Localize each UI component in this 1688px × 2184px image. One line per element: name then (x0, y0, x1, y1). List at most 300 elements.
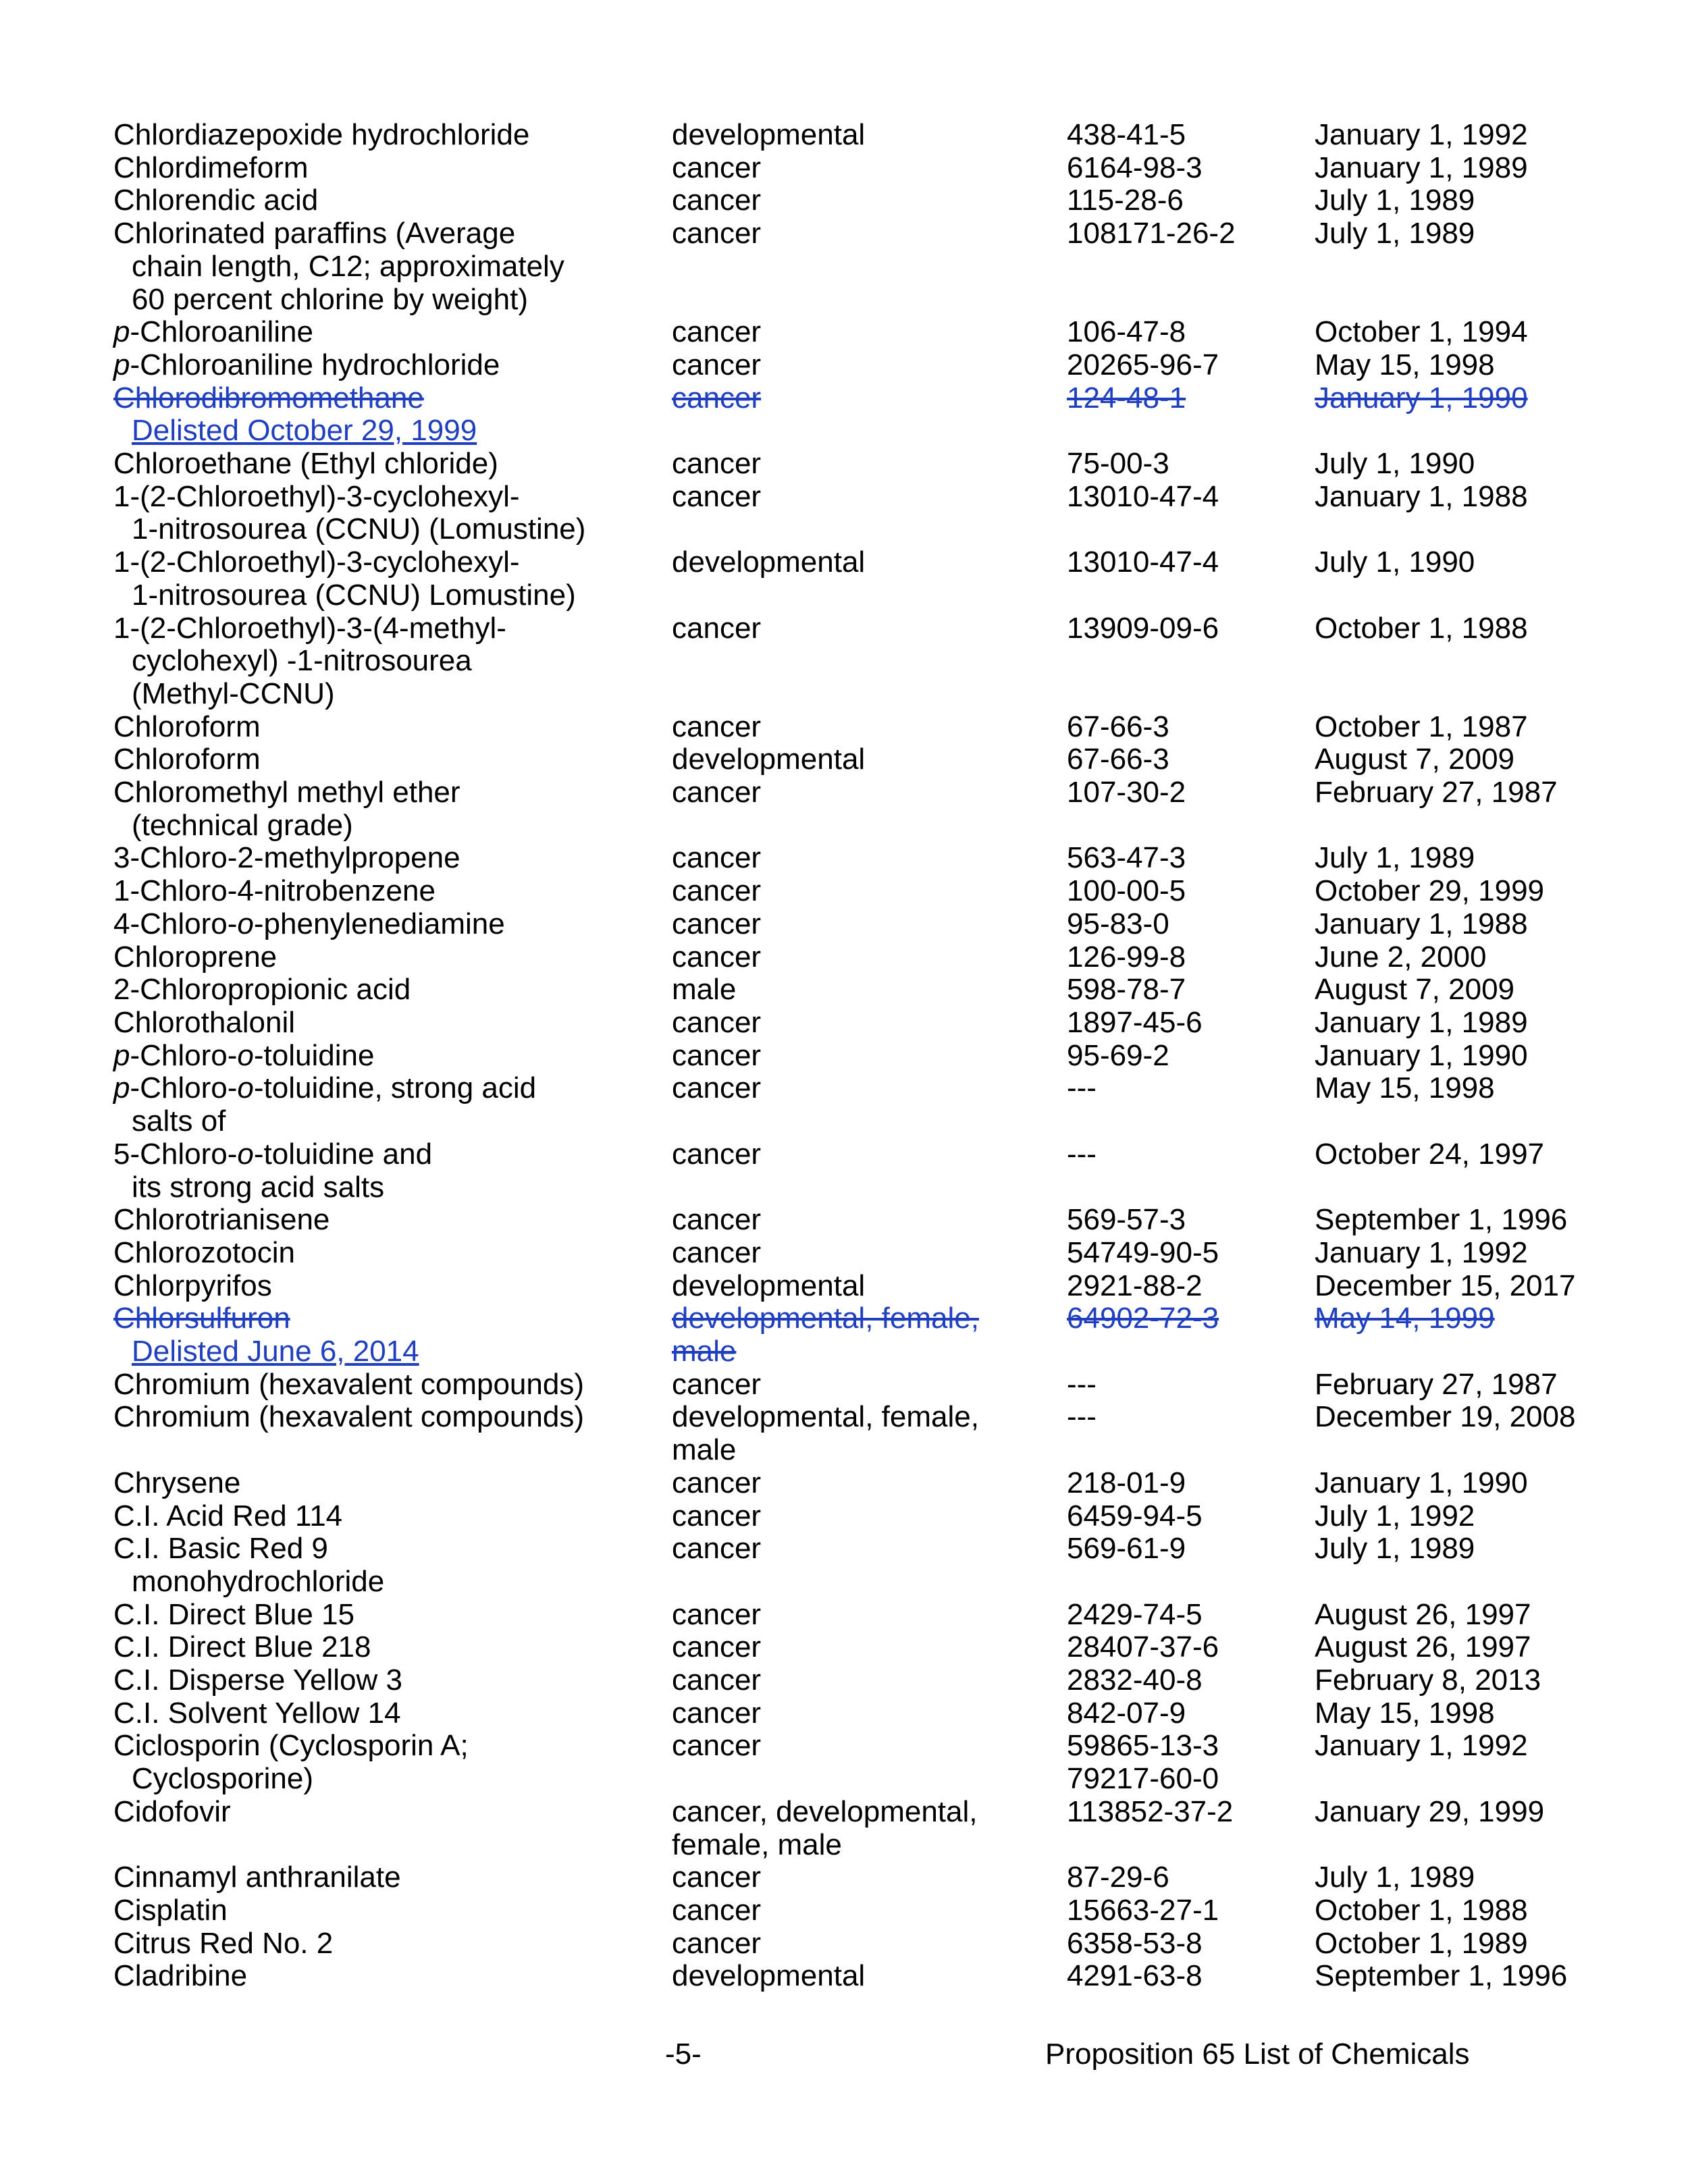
chemical-name (113, 1796, 672, 1861)
toxicity-type (672, 974, 1067, 1007)
listing-date-text: August 7, 2009 (1315, 743, 1515, 776)
chemical-name-line: Chloroform (113, 743, 261, 776)
table-row (113, 1861, 1626, 1894)
listing-date-text: October 1, 1989 (1315, 1926, 1528, 1960)
chemical-name (113, 316, 672, 349)
toxicity-type (672, 1894, 1067, 1927)
toxicity-type-line: cancer (672, 1071, 762, 1105)
chemical-name-line: Ciclosporin (Cyclosporin A; (113, 1729, 469, 1763)
cas-number (1067, 1664, 1315, 1697)
listing-date (1315, 349, 1626, 382)
cas-number-line: 95-83-0 (1067, 907, 1169, 940)
cas-number-line: 59865-13-3 (1067, 1729, 1219, 1763)
toxicity-type (672, 743, 1067, 776)
listing-date-text: July 1, 1989 (1315, 184, 1475, 217)
chemical-name (113, 481, 672, 546)
cas-number-line: 115-28-6 (1067, 184, 1184, 217)
toxicity-type-line: cancer (672, 1926, 762, 1960)
chemical-name-line: Chlorothalonil (113, 1005, 296, 1039)
toxicity-type-line: cancer (672, 940, 762, 974)
chemical-name-line: Chlorozotocin (113, 1235, 296, 1269)
chemical-name (113, 1500, 672, 1533)
toxicity-type-line: developmental, female, (672, 1302, 979, 1335)
cas-number-line: 2921-88-2 (1067, 1269, 1203, 1302)
toxicity-type (672, 842, 1067, 875)
cas-number (1067, 316, 1315, 349)
toxicity-type-line: cancer (672, 1630, 762, 1664)
toxicity-type (672, 776, 1067, 842)
chemical-name-line: C.I. Direct Blue 218 (113, 1630, 371, 1664)
chemical-name (113, 711, 672, 744)
chemical-name-line: 1-Chloro-4-nitrobenzene (113, 874, 436, 908)
chemical-name (113, 1730, 672, 1795)
chemical-name-line: 60 percent chlorine by weight) (132, 282, 528, 316)
listing-date-text: January 1, 1988 (1315, 479, 1528, 513)
listing-date (1315, 1270, 1626, 1303)
toxicity-type (672, 1796, 1067, 1861)
chemical-name-line: chain length, C12; approximately (132, 249, 564, 283)
toxicity-type (672, 184, 1067, 217)
chemical-name (113, 1599, 672, 1632)
cas-number-line: 4291-63-8 (1067, 1959, 1203, 1993)
toxicity-type-line: developmental (672, 1269, 866, 1302)
table-row (113, 776, 1626, 842)
listing-date-text: February 27, 1987 (1315, 1367, 1558, 1401)
chemical-list-body (113, 119, 1626, 1993)
chemical-name (113, 1533, 672, 1598)
listing-date-text: July 1, 1989 (1315, 217, 1475, 250)
chemical-name (113, 1237, 672, 1270)
table-row (113, 217, 1626, 316)
listing-date-text: August 26, 1997 (1315, 1597, 1531, 1631)
chemical-name (113, 1894, 672, 1927)
listing-date-text: October 1, 1994 (1315, 315, 1528, 349)
listing-date-text: January 1, 1992 (1315, 118, 1528, 151)
listing-date-text: May 15, 1998 (1315, 1071, 1495, 1105)
listing-date-text: January 1, 1992 (1315, 1729, 1528, 1763)
chemical-name (113, 1861, 672, 1894)
cas-number-line: 13909-09-6 (1067, 611, 1219, 645)
table-row (113, 612, 1626, 711)
toxicity-type-line: cancer, developmental, (672, 1794, 978, 1828)
toxicity-type-line: cancer (672, 217, 762, 250)
toxicity-type-line: cancer (672, 874, 762, 908)
table-row (113, 1960, 1626, 1993)
chemical-name (113, 1138, 672, 1204)
toxicity-type-line: cancer (672, 1893, 762, 1927)
listing-date (1315, 1072, 1626, 1138)
listing-date-text: July 1, 1992 (1315, 1499, 1475, 1533)
chemical-name (113, 842, 672, 875)
listing-date (1315, 152, 1626, 185)
toxicity-type (672, 1302, 1067, 1368)
chemical-name-line: 3-Chloro-2-methylpropene (113, 841, 460, 875)
cas-number-line: 28407-37-6 (1067, 1630, 1219, 1664)
toxicity-type (672, 349, 1067, 382)
cas-number (1067, 1697, 1315, 1730)
table-row (113, 1138, 1626, 1204)
listing-date (1315, 1204, 1626, 1237)
toxicity-type-line: cancer (672, 611, 762, 645)
listing-date-text: October 1, 1988 (1315, 1893, 1528, 1927)
cas-number-line: 124-48-1 (1067, 381, 1186, 415)
toxicity-type (672, 1040, 1067, 1073)
toxicity-type (672, 908, 1067, 941)
listing-date (1315, 941, 1626, 974)
toxicity-type-line: cancer (672, 1532, 762, 1566)
table-row (113, 1040, 1626, 1073)
table-row (113, 316, 1626, 349)
cas-number (1067, 842, 1315, 875)
chemical-name-line: cyclohexyl) -1-nitrosourea (132, 644, 472, 678)
listing-date (1315, 481, 1626, 546)
listing-date (1315, 546, 1626, 612)
cas-number (1067, 908, 1315, 941)
listing-date (1315, 711, 1626, 744)
chemical-name-line: (Methyl-CCNU) (132, 676, 335, 710)
chemical-name (113, 1040, 672, 1073)
cas-number-line: 67-66-3 (1067, 743, 1169, 776)
listing-date (1315, 612, 1626, 711)
cas-number-line: 15663-27-1 (1067, 1893, 1219, 1927)
cas-number-line: 75-00-3 (1067, 447, 1169, 481)
toxicity-type (672, 1960, 1067, 1993)
listing-date-text: January 1, 1990 (1315, 381, 1528, 415)
listing-date (1315, 184, 1626, 217)
table-row (113, 1072, 1626, 1138)
toxicity-type-line: cancer (672, 1038, 762, 1072)
chemical-name-line: Chromium (hexavalent compounds) (113, 1367, 584, 1401)
footer-title: Proposition 65 List of Chemicals (1045, 2037, 1470, 2071)
cas-number (1067, 1631, 1315, 1664)
toxicity-type-line: cancer (672, 381, 762, 415)
cas-number (1067, 1401, 1315, 1466)
listing-date (1315, 1533, 1626, 1598)
chemical-name-line: p-Chloro-o-toluidine, strong acid (113, 1071, 537, 1105)
cas-number-line: --- (1067, 1137, 1097, 1171)
chemical-name-line: Chlorpyrifos (113, 1269, 272, 1302)
cas-number-line: 106-47-8 (1067, 315, 1186, 349)
chemical-name (113, 1204, 672, 1237)
chemical-name-line: C.I. Direct Blue 15 (113, 1597, 355, 1631)
listing-date (1315, 1927, 1626, 1961)
cas-number (1067, 1960, 1315, 1993)
listing-date (1315, 1368, 1626, 1402)
toxicity-type-line: cancer (672, 479, 762, 513)
table-row (113, 448, 1626, 481)
chemical-name (113, 1467, 672, 1500)
cas-number (1067, 184, 1315, 217)
chemical-name-line: Chlordimeform (113, 151, 309, 184)
cas-number-line: 87-29-6 (1067, 1861, 1169, 1894)
table-row (113, 974, 1626, 1007)
chemical-name-line: 2-Chloropropionic acid (113, 973, 411, 1007)
chemical-name-line: 1-(2-Chloroethyl)-3-cyclohexyl- (113, 479, 520, 513)
table-row (113, 119, 1626, 152)
toxicity-type (672, 612, 1067, 711)
cas-number-line: --- (1067, 1400, 1097, 1434)
toxicity-type-line: cancer (672, 1235, 762, 1269)
cas-number (1067, 546, 1315, 612)
table-row (113, 546, 1626, 612)
table-row (113, 1533, 1626, 1598)
chemical-name (113, 1270, 672, 1303)
chemical-name-line: Chlorinated paraffins (Average (113, 217, 516, 250)
toxicity-type-line: cancer (672, 1597, 762, 1631)
toxicity-type (672, 217, 1067, 316)
listing-date (1315, 119, 1626, 152)
chemical-name-line: Chlorodibromomethane (113, 381, 424, 415)
table-row (113, 1007, 1626, 1040)
listing-date-text: January 1, 1989 (1315, 1005, 1528, 1039)
cas-number (1067, 743, 1315, 776)
toxicity-type-line: cancer (672, 151, 762, 184)
toxicity-type (672, 1270, 1067, 1303)
listing-date-text: July 1, 1989 (1315, 1532, 1475, 1566)
toxicity-type (672, 1072, 1067, 1138)
table-row (113, 908, 1626, 941)
listing-date (1315, 1401, 1626, 1466)
cas-number-line: 54749-90-5 (1067, 1235, 1219, 1269)
table-row (113, 711, 1626, 744)
listing-date-text: October 1, 1987 (1315, 710, 1528, 743)
toxicity-type (672, 1631, 1067, 1664)
chemical-name-line: (technical grade) (132, 808, 353, 842)
listing-date-text: July 1, 1989 (1315, 841, 1475, 875)
cas-number-line: 6358-53-8 (1067, 1926, 1203, 1960)
listing-date (1315, 448, 1626, 481)
cas-number-line: --- (1067, 1071, 1097, 1105)
chemical-name-line: C.I. Disperse Yellow 3 (113, 1663, 402, 1697)
cas-number (1067, 1861, 1315, 1894)
toxicity-type-line: female, male (672, 1828, 842, 1861)
listing-date-text: July 1, 1990 (1315, 447, 1475, 481)
listing-date (1315, 1599, 1626, 1632)
chemical-name-line: Chloroprene (113, 940, 278, 974)
listing-date (1315, 743, 1626, 776)
cas-number (1067, 481, 1315, 546)
cas-number-line: 563-47-3 (1067, 841, 1186, 875)
listing-date (1315, 1894, 1626, 1927)
toxicity-type-line: cancer (672, 776, 762, 809)
table-row (113, 1401, 1626, 1466)
cas-number-line: 107-30-2 (1067, 776, 1186, 809)
chemical-name (113, 349, 672, 382)
toxicity-type (672, 941, 1067, 974)
cas-number-line: 67-66-3 (1067, 710, 1169, 743)
table-row (113, 184, 1626, 217)
chemical-name (113, 1664, 672, 1697)
cas-number-line: 598-78-7 (1067, 973, 1186, 1007)
cas-number (1067, 711, 1315, 744)
listing-date (1315, 1467, 1626, 1500)
cas-number (1067, 1796, 1315, 1861)
toxicity-type (672, 481, 1067, 546)
toxicity-type (672, 1697, 1067, 1730)
chemical-name (113, 875, 672, 908)
chemical-name (113, 974, 672, 1007)
chemical-name-line: Chloroethane (Ethyl chloride) (113, 447, 498, 481)
listing-date (1315, 217, 1626, 316)
listing-date (1315, 842, 1626, 875)
cas-number-line: 113852-37-2 (1067, 1794, 1234, 1828)
cas-number (1067, 217, 1315, 316)
listing-date-text: September 1, 1996 (1315, 1203, 1568, 1237)
toxicity-type (672, 1138, 1067, 1204)
listing-date (1315, 908, 1626, 941)
cas-number-line: 1897-45-6 (1067, 1005, 1203, 1039)
cas-number (1067, 1730, 1315, 1795)
listing-date (1315, 382, 1626, 448)
listing-date (1315, 1861, 1626, 1894)
toxicity-type-line: cancer (672, 1499, 762, 1533)
table-row (113, 1500, 1626, 1533)
toxicity-type (672, 1007, 1067, 1040)
table-row (113, 1927, 1626, 1961)
listing-date (1315, 1138, 1626, 1204)
cas-number (1067, 1138, 1315, 1204)
cas-number (1067, 1072, 1315, 1138)
listing-date (1315, 1664, 1626, 1697)
chemical-name (113, 743, 672, 776)
cas-number-line: 13010-47-4 (1067, 545, 1219, 579)
cas-number-line: 100-00-5 (1067, 874, 1186, 908)
chemical-name-line: C.I. Basic Red 9 (113, 1532, 328, 1566)
cas-number (1067, 1467, 1315, 1500)
listing-date-text: January 29, 1999 (1315, 1794, 1545, 1828)
chemical-name-line: Citrus Red No. 2 (113, 1926, 334, 1960)
table-row (113, 1697, 1626, 1730)
cas-number (1067, 1599, 1315, 1632)
toxicity-type-line: cancer (672, 447, 762, 481)
chemical-name-line: Chrysene (113, 1466, 241, 1499)
toxicity-type (672, 316, 1067, 349)
toxicity-type-line: developmental, female, (672, 1400, 979, 1434)
cas-number-line: 6164-98-3 (1067, 151, 1203, 184)
listing-date (1315, 1040, 1626, 1073)
delisted-note: Delisted June 6, 2014 (132, 1335, 419, 1368)
chemical-name (113, 908, 672, 941)
listing-date-text: June 2, 2000 (1315, 940, 1487, 974)
table-row (113, 1631, 1626, 1664)
chemical-name-line: p-Chloroaniline (113, 315, 313, 349)
cas-number-line: --- (1067, 1367, 1097, 1401)
cas-number (1067, 1007, 1315, 1040)
chemical-name-line: Chloroform (113, 710, 261, 743)
toxicity-type-line: cancer (672, 1466, 762, 1499)
table-row (113, 1796, 1626, 1861)
cas-number (1067, 974, 1315, 1007)
toxicity-type (672, 546, 1067, 612)
chemical-name-line: Cyclosporine) (132, 1762, 313, 1796)
listing-date-text: October 1, 1988 (1315, 611, 1528, 645)
toxicity-type-line: cancer (672, 184, 762, 217)
toxicity-type-line: developmental (672, 1959, 866, 1993)
chemical-name-line: 1-nitrosourea (CCNU) Lomustine) (132, 578, 576, 612)
listing-date (1315, 1302, 1626, 1368)
chemical-name-line: p-Chloro-o-toluidine (113, 1038, 375, 1072)
cas-number (1067, 1302, 1315, 1368)
toxicity-type-line: cancer (672, 348, 762, 381)
toxicity-type (672, 1730, 1067, 1795)
cas-number (1067, 875, 1315, 908)
toxicity-type (672, 382, 1067, 448)
chemical-name (113, 1368, 672, 1402)
listing-date (1315, 1631, 1626, 1664)
listing-date (1315, 1500, 1626, 1533)
chemical-name (113, 382, 672, 448)
chemical-name (113, 119, 672, 152)
cas-number-line: 218-01-9 (1067, 1466, 1186, 1499)
chemical-name-line: C.I. Solvent Yellow 14 (113, 1696, 401, 1730)
chemical-name (113, 152, 672, 185)
chemical-name-line: 4-Chloro-o-phenylenediamine (113, 907, 505, 940)
listing-date-text: July 1, 1990 (1315, 545, 1475, 579)
listing-date (1315, 1960, 1626, 1993)
toxicity-type-line: cancer (672, 1367, 762, 1401)
listing-date (1315, 776, 1626, 842)
toxicity-type (672, 119, 1067, 152)
chemical-name (113, 184, 672, 217)
chemical-name (113, 612, 672, 711)
listing-date-text: January 1, 1992 (1315, 1235, 1528, 1269)
cas-number (1067, 382, 1315, 448)
chemical-name (113, 941, 672, 974)
toxicity-type (672, 1861, 1067, 1894)
toxicity-type (672, 1664, 1067, 1697)
listing-date (1315, 316, 1626, 349)
chemical-name-line: salts of (132, 1104, 226, 1138)
cas-number-line: 2429-74-5 (1067, 1597, 1203, 1631)
toxicity-type-line: developmental (672, 743, 866, 776)
cas-number (1067, 349, 1315, 382)
chemical-name-line: 1-(2-Chloroethyl)-3-(4-methyl- (113, 611, 506, 645)
listing-date-text: February 27, 1987 (1315, 776, 1558, 809)
toxicity-type (672, 448, 1067, 481)
cas-number (1067, 152, 1315, 185)
toxicity-type-line: male (672, 1335, 737, 1368)
cas-number (1067, 1204, 1315, 1237)
cas-number-line: 13010-47-4 (1067, 479, 1219, 513)
listing-date (1315, 1007, 1626, 1040)
toxicity-type (672, 875, 1067, 908)
table-row (113, 1270, 1626, 1303)
listing-date (1315, 1730, 1626, 1795)
chemical-name-line: its strong acid salts (132, 1170, 385, 1204)
toxicity-type (672, 1401, 1067, 1466)
table-row (113, 481, 1626, 546)
chemical-name (113, 1072, 672, 1138)
chemical-name (113, 776, 672, 842)
cas-number-line: 6459-94-5 (1067, 1499, 1203, 1533)
listing-date-text: August 7, 2009 (1315, 973, 1515, 1007)
listing-date (1315, 1237, 1626, 1270)
cas-number-line: 20265-96-7 (1067, 348, 1219, 381)
cas-number (1067, 941, 1315, 974)
toxicity-type (672, 1500, 1067, 1533)
cas-number-line: 126-99-8 (1067, 940, 1186, 974)
toxicity-type-line: cancer (672, 1861, 762, 1894)
chemical-name-line: Cisplatin (113, 1893, 228, 1927)
cas-number (1067, 1500, 1315, 1533)
table-row (113, 941, 1626, 974)
cas-number (1067, 448, 1315, 481)
listing-date (1315, 1697, 1626, 1730)
cas-number (1067, 1270, 1315, 1303)
toxicity-type-line: cancer (672, 1005, 762, 1039)
table-row (113, 382, 1626, 448)
cas-number-line: 2832-40-8 (1067, 1663, 1203, 1697)
